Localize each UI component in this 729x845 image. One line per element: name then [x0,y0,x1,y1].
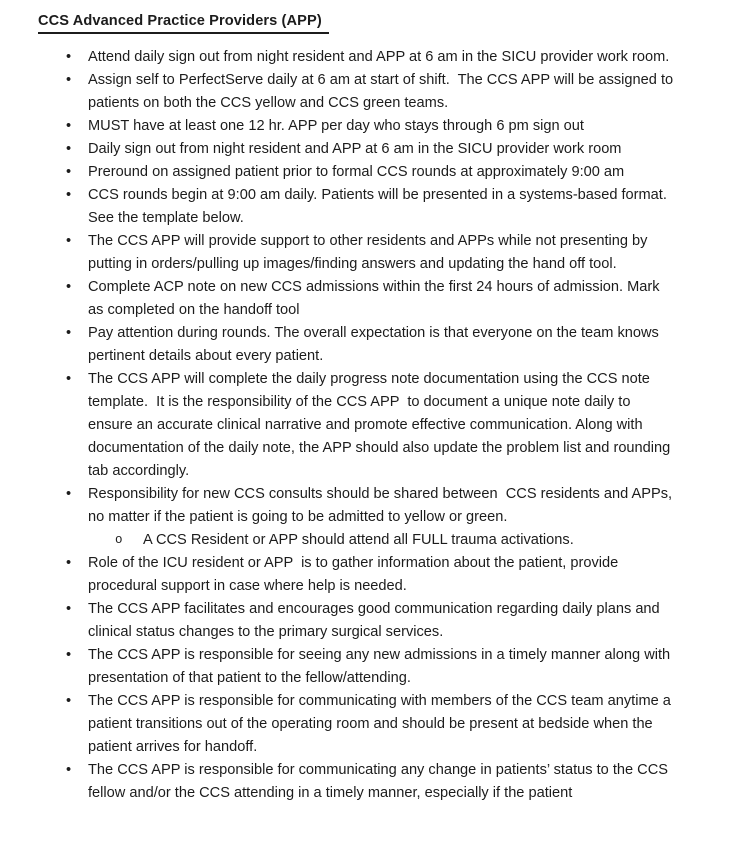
bullet-text: Responsibility for new CCS consults should be shared between CCS residents and APPs, no matter if the patient is going to be admitted to yellow or green. [88,486,677,525]
bullet-text: The CCS APP is responsible for seeing any new admissions in a timely manner along with presentation of that patient to the fellow/attending. [88,647,675,686]
bullet-text: Daily sign out from night resident and APP at 6 am in the SICU provider work room [88,141,622,157]
bullet-marker: • [66,233,72,249]
bullet-text: Complete ACP note on new CCS admissions within the first 24 hours of admission. Mark as completed on the handoff tool [88,279,664,318]
bullet-marker: • [66,49,72,65]
bullet-marker: • [66,325,72,341]
bullet-item [38,115,679,138]
bullet-item [38,161,679,184]
bullet-marker: o [115,533,123,547]
bullet-list [38,46,679,805]
bullet-item [38,46,679,69]
bullet-item [38,276,679,322]
bullet-text: A CCS Resident or APP should attend all FULL trauma activations. [143,532,574,548]
bullet-marker: • [66,762,72,778]
bullet-text: Preround on assigned patient prior to formal CCS rounds at approximately 9:00 am [88,164,625,180]
document-title: CCS Advanced Practice Providers (APP) [38,12,329,34]
bullet-item [38,552,679,598]
bullet-item [38,483,679,529]
bullet-text: The CCS APP will complete the daily progress note documentation using the CCS note template. It is the responsibility of the CCS APP to document a unique note daily to ensure an accurate clinical narrative and promote effective communication. Along with documentation of the daily note, the APP should also update the problem list and rounding tab accordingly. [88,371,675,479]
bullet-marker: • [66,164,72,180]
bullet-marker: • [66,187,72,203]
bullet-item [38,184,679,230]
bullet-marker: • [66,647,72,663]
bullet-text: The CCS APP is responsible for communicating any change in patients’ status to the CCS fellow and/or the CCS attending in a timely manner, especially if the patient [88,762,673,801]
bullet-text: Role of the ICU resident or APP is to gather information about the patient, provide procedural support in case where help is needed. [88,555,623,594]
bullet-marker: • [66,693,72,709]
bullet-item [38,644,679,690]
bullet-text: Attend daily sign out from night resident and APP at 6 am in the SICU provider work room. [88,49,670,65]
sub-bullet-item [38,529,679,552]
bullet-text: Pay attention during rounds. The overall expectation is that everyone on the team knows pertinent details about every patient. [88,325,663,364]
bullet-text: Assign self to PerfectServe daily at 6 am at start of shift. The CCS APP will be assigned to patients on both the CCS yellow and CCS green teams. [88,72,678,111]
bullet-text: The CCS APP will provide support to other residents and APPs while not presenting by putting in orders/pulling up images/finding answers and updating the hand off tool. [88,233,652,272]
bullet-item [38,690,679,759]
bullet-text: The CCS APP facilitates and encourages good communication regarding daily plans and clinical status changes to the primary surgical services. [88,601,664,640]
bullet-marker: • [66,141,72,157]
bullet-marker: • [66,486,72,502]
bullet-marker: • [66,72,72,88]
bullet-marker: • [66,371,72,387]
bullet-item [38,230,679,276]
bullet-text: CCS rounds begin at 9:00 am daily. Patients will be presented in a systems-based format. See the template below. [88,187,676,226]
bullet-item [38,138,679,161]
bullet-item [38,69,679,115]
bullet-marker: • [66,555,72,571]
bullet-item [38,598,679,644]
bullet-marker: • [66,118,72,134]
bullet-marker: • [66,601,72,617]
bullet-item [38,368,679,483]
bullet-marker: • [66,279,72,295]
bullet-item [38,322,679,368]
bullet-text: The CCS APP is responsible for communicating with members of the CCS team anytime a patient transitions out of the operating room and should be present at bedside when the patient arrives for handoff. [88,693,675,755]
bullet-item [38,759,679,805]
bullet-text: MUST have at least one 12 hr. APP per day who stays through 6 pm sign out [88,118,584,134]
